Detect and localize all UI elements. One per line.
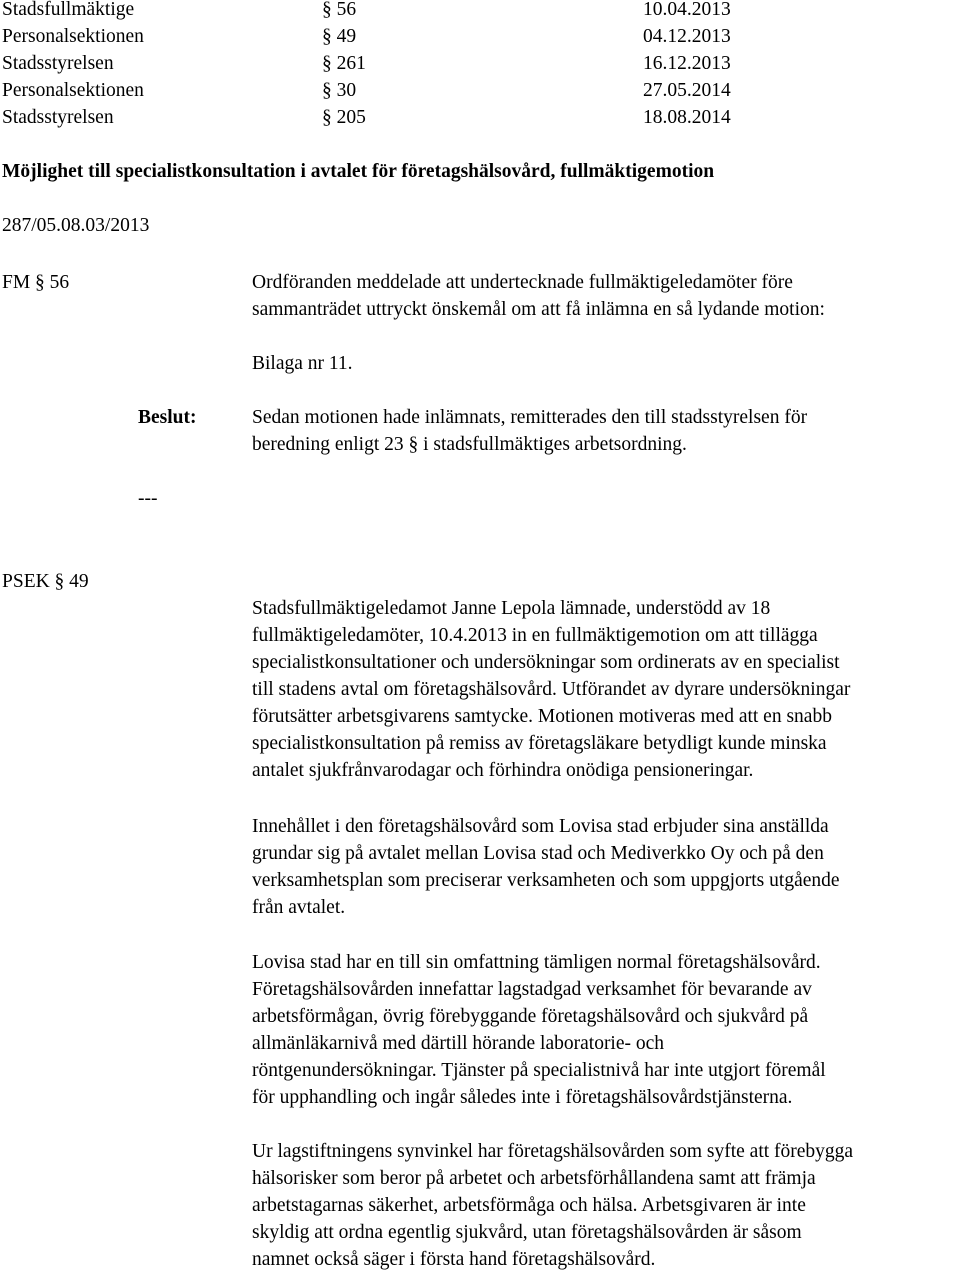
psek-paragraph-4 [252,1138,958,1273]
text-line: allmänläkarnivå med därtill hörande laboratorie- och [252,1033,665,1054]
text-line: verksamhetsplan som preciserar verksamheten och som uppgjorts utgående [252,870,840,891]
text-line: fullmäktigeledamöter, 10.4.2013 in en fullmäktigemotion om att tillägga [252,625,818,646]
text-line: Ur lagstiftningens synvinkel har företagshälsovården som syfte att förebygga [252,1141,854,1162]
text-line: Lovisa stad har en till sin omfattning tämligen normal företagshälsovård. [252,952,821,973]
history-org: Stadsfullmäktige [2,0,135,20]
decision-label: Beslut: [138,407,197,428]
text-line: grundar sig på avtalet mellan Lovisa stad och Mediverkko Oy och på den [252,843,824,864]
fm-text [252,269,958,323]
psek-paragraph-3 [252,949,958,1111]
history-section: § 205 [322,107,366,128]
history-org: Personalsektionen [2,26,144,47]
fm-section-label: FM § 56 [2,272,70,293]
document-title: Möjlighet till specialistkonsultation i avtalet för företagshälsovård, fullmäktigemotion [2,161,715,182]
history-date: 27.05.2014 [643,80,731,101]
psek-paragraph-2 [252,813,958,921]
text-line: hälsorisker som beror på arbetet och arbetsförhållandena samt att främja [252,1168,816,1189]
history-date: 16.12.2013 [643,53,731,74]
text-line: specialistkonsultation på remiss av företagsläkare betydligt kunde minska [252,733,827,754]
history-org: Stadsstyrelsen [2,107,114,128]
text-line: röntgenundersökningar. Tjänster på specialistnivå har inte utgjort föremål [252,1060,826,1081]
decision-text [252,404,958,458]
text-line: beredning enligt 23 § i stadsfullmäktiges arbetsordning. [252,434,687,455]
text-line: från avtalet. [252,897,346,918]
history-org: Stadsstyrelsen [2,53,114,74]
history-section: § 49 [322,26,357,47]
text-line: Företagshälsovården innefattar lagstadgad verksamhet för bevarande av [252,979,812,1000]
psek-section-label: PSEK § 49 [2,571,89,592]
text-line: Innehållet i den företagshälsovård som Lovisa stad erbjuder sina anställda [252,816,829,837]
history-section: § 261 [322,53,366,74]
history-date: 18.08.2014 [643,107,731,128]
text-line: Stadsfullmäktigeledamot Janne Lepola lämnade, understödd av 18 [252,598,771,619]
text-line: skyldig att ordna egentlig sjukvård, utan företagshälsovården är såsom [252,1222,802,1243]
text-line: arbetsförmågan, övrig förebyggande företagshälsovård och sjukvård på [252,1006,809,1027]
text-line: för upphandling och ingår således inte i företagshälsovårdstjänsterna. [252,1087,793,1108]
attachment-reference: Bilaga nr 11. [252,353,353,374]
text-line: namnet också säger i första hand företagshälsovård. [252,1249,656,1270]
history-date: 10.04.2013 [643,0,731,20]
text-line: Ordföranden meddelade att undertecknade fullmäktigeledamöter före [252,272,793,293]
psek-paragraph-1 [252,595,958,784]
text-line: Sedan motionen hade inlämnats, remitterades den till stadsstyrelsen för [252,407,808,428]
text-line: förutsätter arbetsgivarens samtycke. Motionen motiveras med att en snabb [252,706,832,727]
text-line: specialistkonsultationer och undersökningar som ordinerats av en specialist [252,652,840,673]
history-section: § 56 [322,0,357,20]
text-line: arbetstagarnas säkerhet, arbetsförmåga och hälsa. Arbetsgivaren är inte [252,1195,806,1216]
text-line: antalet sjukfrånvarodagar och förhindra onödiga pensioneringar. [252,760,754,781]
history-org: Personalsektionen [2,80,144,101]
history-section: § 30 [322,80,357,101]
history-date: 04.12.2013 [643,26,731,47]
text-line: sammanträdet uttryckt önskemål om att få inlämna en så lydande motion: [252,299,825,320]
case-number: 287/05.08.03/2013 [2,215,150,236]
separator: --- [138,488,158,509]
text-line: till stadens avtal om företagshälsovård. Utförandet av dyrare undersökningar [252,679,851,700]
